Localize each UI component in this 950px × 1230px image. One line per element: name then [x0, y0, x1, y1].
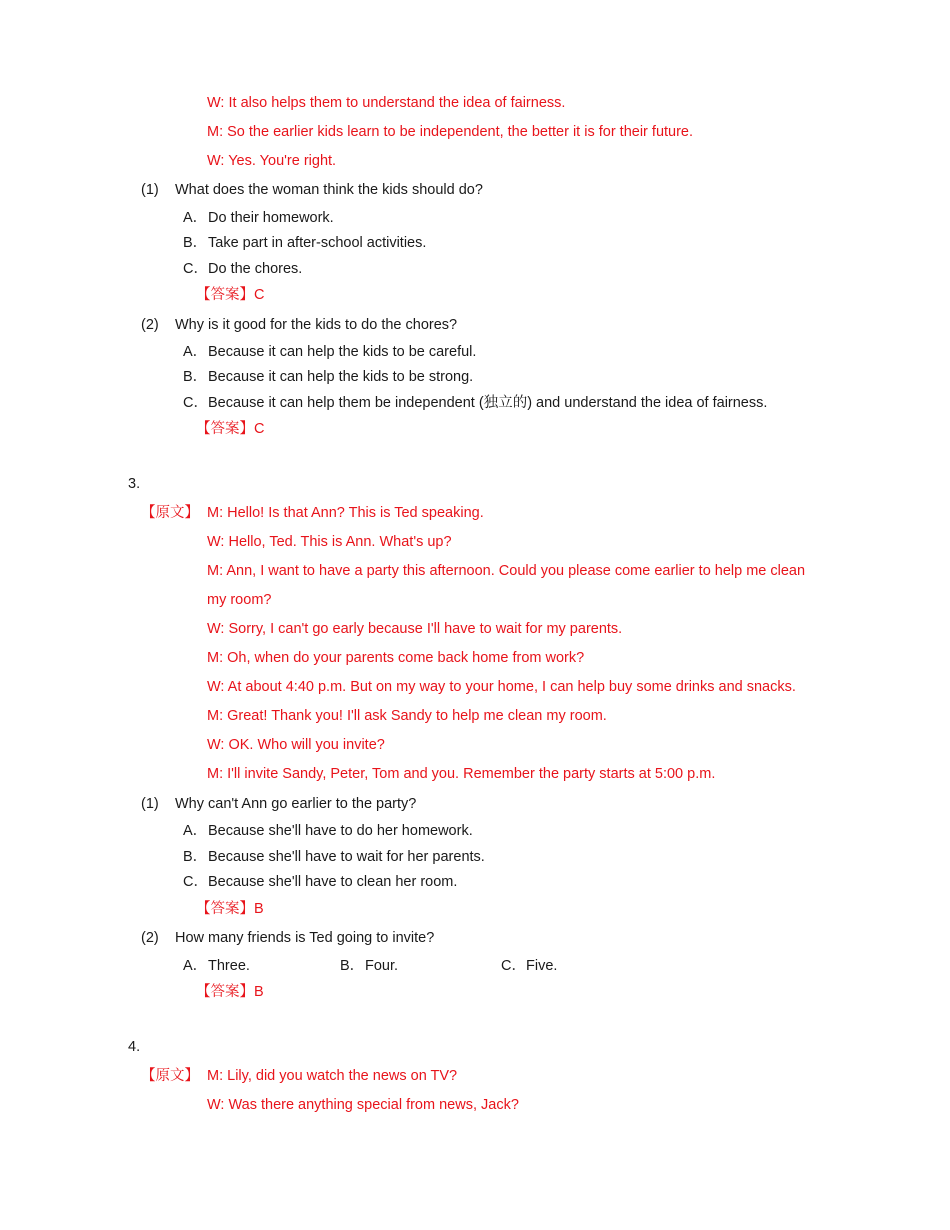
dialogue-line: W: Sorry, I can't go early because I'll have to wait for my parents. — [207, 621, 623, 637]
option-letter: A． — [183, 210, 208, 226]
dialogue-line: M: Lily, did you watch the news on TV? — [207, 1068, 458, 1084]
option — [183, 342, 476, 362]
option — [183, 821, 473, 841]
option — [183, 872, 457, 892]
source-label: 【原文】 — [141, 505, 199, 521]
dialogue-line: M: I'll invite Sandy, Peter, Tom and you. Remember the party starts at 5:00 p.m. — [207, 766, 716, 782]
option — [183, 847, 485, 867]
option — [340, 956, 398, 976]
option — [183, 208, 334, 228]
question-number: (1) — [141, 796, 159, 812]
option-letter: C． — [183, 261, 208, 277]
question — [141, 794, 416, 814]
answer-label: 【答案】 — [196, 287, 254, 303]
dialogue-line: W: At about 4:40 p.m. But on my way to your home, I can help buy some drinks and snacks. — [207, 679, 796, 695]
option — [183, 367, 473, 387]
option-text: Because she'll have to do her homework. — [208, 823, 473, 839]
question — [141, 315, 457, 335]
option-text: Five. — [526, 958, 558, 974]
answer-value: C — [254, 287, 265, 303]
option — [183, 956, 250, 976]
source-label: 【原文】 — [141, 1068, 199, 1084]
dialogue-line: W: It also helps them to understand the idea of fairness. — [207, 95, 566, 111]
dialogue-line: M: Ann, I want to have a party this afternoon. Could you please come earlier to help me clean — [207, 563, 806, 579]
question-text: Why is it good for the kids to do the chores? — [175, 317, 458, 333]
dialogue-line: W: Was there anything special from news, Jack? — [207, 1097, 519, 1113]
option — [183, 393, 767, 413]
option-letter: C． — [501, 958, 526, 974]
answer — [196, 899, 264, 919]
option — [183, 259, 302, 279]
option-letter: B． — [183, 849, 208, 865]
dialogue-line: W: Hello, Ted. This is Ann. What's up? — [207, 534, 452, 550]
option — [501, 956, 557, 976]
section-number: 3. — [128, 476, 141, 492]
dialogue-line: W: Yes. You're right. — [207, 153, 337, 169]
option — [183, 233, 426, 253]
dialogue-line: M: Oh, when do your parents come back home from work? — [207, 650, 585, 666]
question-number: (1) — [141, 182, 159, 198]
answer-label: 【答案】 — [196, 421, 254, 437]
option-text: Because she'll have to clean her room. — [208, 874, 458, 890]
question-number: (2) — [141, 930, 159, 946]
option-letter: A． — [183, 823, 208, 839]
answer-value: B — [254, 984, 264, 1000]
answer-label: 【答案】 — [196, 984, 254, 1000]
dialogue-line: M: Great! Thank you! I'll ask Sandy to help me clean my room. — [207, 708, 607, 724]
dialogue-line: M: So the earlier kids learn to be independent, the better it is for their future. — [207, 124, 694, 140]
question — [141, 928, 434, 948]
question-number: (2) — [141, 317, 159, 333]
answer — [196, 982, 264, 1002]
answer-value: C — [254, 421, 265, 437]
option-letter: C． — [183, 395, 208, 411]
dialogue-line: my room? — [207, 592, 272, 608]
answer — [196, 419, 264, 439]
option-text: Three. — [208, 958, 250, 974]
option-letter: C． — [183, 874, 208, 890]
option-letter: B． — [183, 235, 208, 251]
question-text: How many friends is Ted going to invite? — [175, 930, 435, 946]
option-text: Because she'll have to wait for her parents. — [208, 849, 485, 865]
option-text: Do their homework. — [208, 210, 334, 226]
answer — [196, 285, 264, 305]
answer-value: B — [254, 901, 264, 917]
option-text: Four. — [365, 958, 399, 974]
option-letter: B． — [183, 369, 208, 385]
answer-label: 【答案】 — [196, 901, 254, 917]
dialogue-line: M: Hello! Is that Ann? This is Ted speaking. — [207, 505, 484, 521]
option-text: Because it can help the kids to be careful. — [208, 344, 477, 360]
option-text: Because it can help the kids to be strong. — [208, 369, 474, 385]
option-text: Because it can help them be independent (独立的) and understand the idea of fairness. — [208, 395, 768, 411]
option-letter: A． — [183, 958, 208, 974]
dialogue-line: W: OK. Who will you invite? — [207, 737, 385, 753]
question-text: What does the woman think the kids should do? — [175, 182, 483, 198]
question-text: Why can't Ann go earlier to the party? — [175, 796, 417, 812]
option-letter: A． — [183, 344, 208, 360]
question — [141, 180, 483, 200]
option-text: Take part in after-school activities. — [208, 235, 427, 251]
option-letter: B． — [340, 958, 365, 974]
option-text: Do the chores. — [208, 261, 303, 277]
section-number: 4. — [128, 1039, 141, 1055]
